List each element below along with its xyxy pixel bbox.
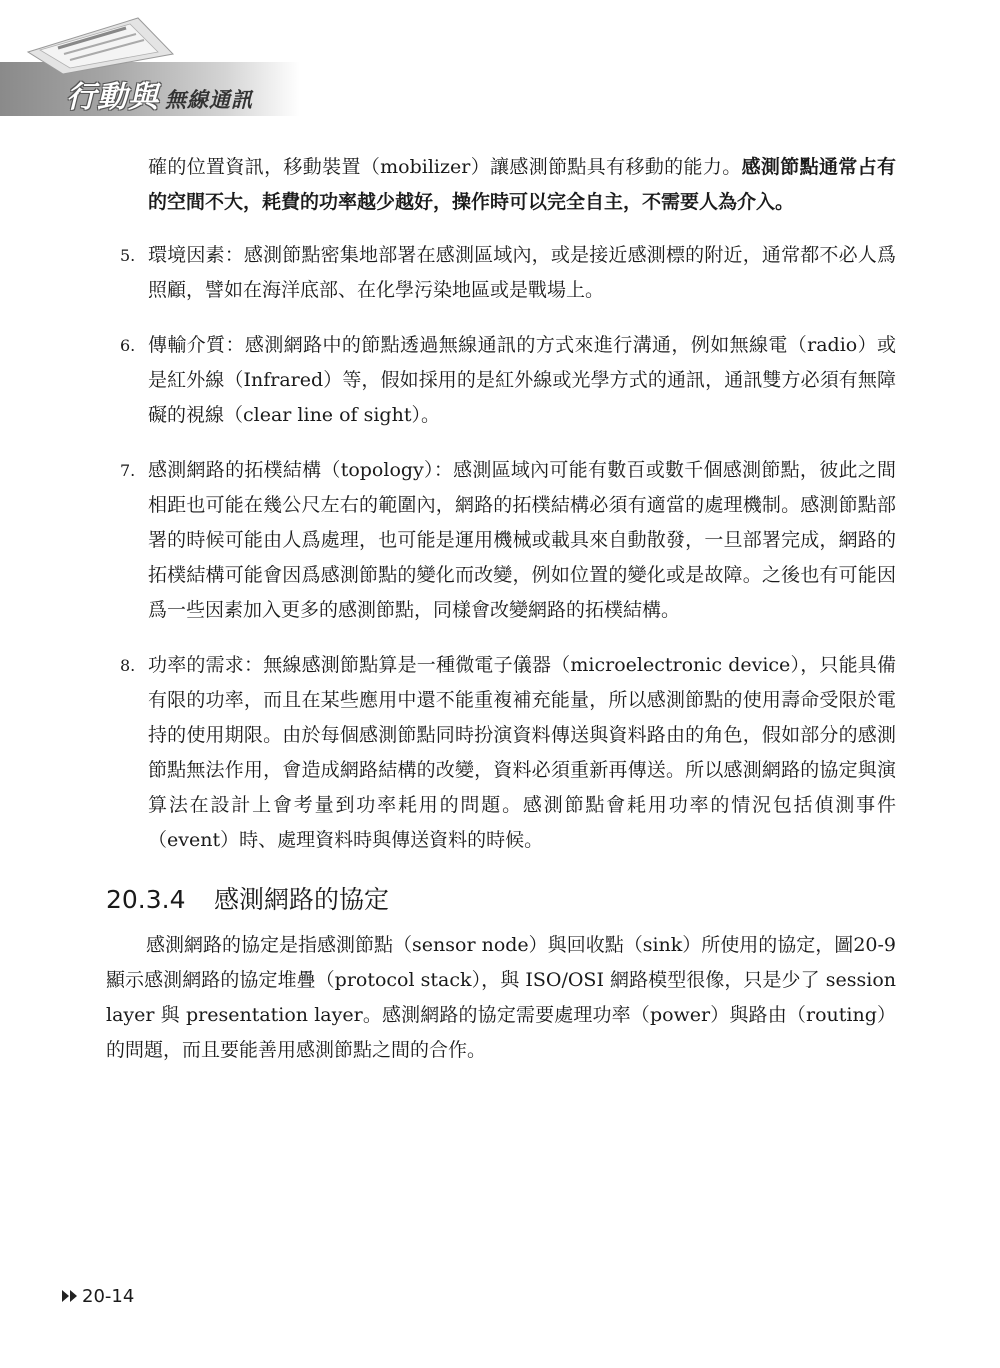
continuation-bold-text: 感測節點通常占有的空間不大，耗費的功率越少越好，操作時可以完全自主，不需要人為介入。 [148, 156, 896, 213]
header-title [66, 72, 253, 116]
continuation-text: 確的位置資訊，移動裝置（mobilizer）讓感測節點具有移動的能力。 [148, 156, 742, 178]
list-item-7 [106, 453, 896, 628]
list-item-6 [106, 328, 896, 433]
list-item-text: 感測網路的拓樸結構（topology）：感測區域內可能有數百或數千個感測節點，彼此之間相距也可能在幾公尺左右的範圍內，網路的拓樸結構必須有適當的處理機制。感測節點部署的時候可能由人爲處理，也可能是運用機械或載具來自動散發，一旦部署完成，網路的拓樸結構可能會因爲感測節點的變化而改變，例如位置的變化或是故障。之後也有可能因爲一些因素加入更多的感測節點，同樣會改變網路的拓樸結構。 [148, 459, 896, 621]
list-item-text: 環境因素：感測節點密集地部署在感測區域內，或是接近感測標的附近，通常都不必人爲照顧，譬如在海洋底部、在化學污染地區或是戰場上。 [148, 244, 896, 301]
list-item-number: 5. [120, 246, 136, 265]
list-item-text: 功率的需求：無線感測節點算是一種微電子儀器（microelectronic device），只能具備有限的功率，而且在某些應用中還不能重複補充能量，所以感測節點的使用壽命受限於電持的使用期限。由於每個感測節點同時扮演資料傳送與資料路由的角色，假如部分的感測節點無法作用，會造成網路結構的改變，資料必須重新再傳送。所以感測網路的協定與演算法在設計上會考量到功率耗用的問題。感測節點會耗用功率的情況包括偵測事件（event）時、處理資料時與傳送資料的時候。 [148, 654, 896, 851]
list-item-number: 6. [120, 336, 136, 355]
list-item-5 [106, 238, 896, 308]
list-item-number: 7. [120, 461, 136, 480]
header-title-main: 行動與 [66, 80, 159, 115]
section-number: 20.3.4 [106, 885, 186, 914]
continuation-paragraph [148, 150, 896, 220]
page-number: 20-14 [82, 1286, 135, 1307]
section-title: 感測網路的協定 [214, 885, 390, 914]
header-subtitle: 無線通訊 [165, 87, 253, 112]
list-item-8 [106, 648, 896, 858]
section-heading [106, 882, 896, 918]
page-content [106, 150, 896, 1068]
newspaper-icon [18, 14, 178, 76]
list-item-text: 傳輸介質：感測網路中的節點透過無線通訊的方式來進行溝通，例如無線電（radio）或是紅外線（Infrared）等，假如採用的是紅外線或光學方式的通訊，通訊雙方必須有無障礙的視線（clear line of sight）。 [148, 334, 896, 426]
section-body: 感測網路的協定是指感測節點（sensor node）與回收點（sink）所使用的協定，圖20-9 顯示感測網路的協定堆疊（protocol stack），與 ISO/OSI 網路模型很像，只是少了 session layer 與 presentation layer。感測網路的協定需要處理功率（power）與路由（routing）的問題，而且要能善用感測節點之間的合作。 [106, 934, 896, 1061]
list-item-number: 8. [120, 656, 136, 675]
double-arrow-right-icon [62, 1286, 78, 1307]
page-footer [62, 1286, 134, 1307]
